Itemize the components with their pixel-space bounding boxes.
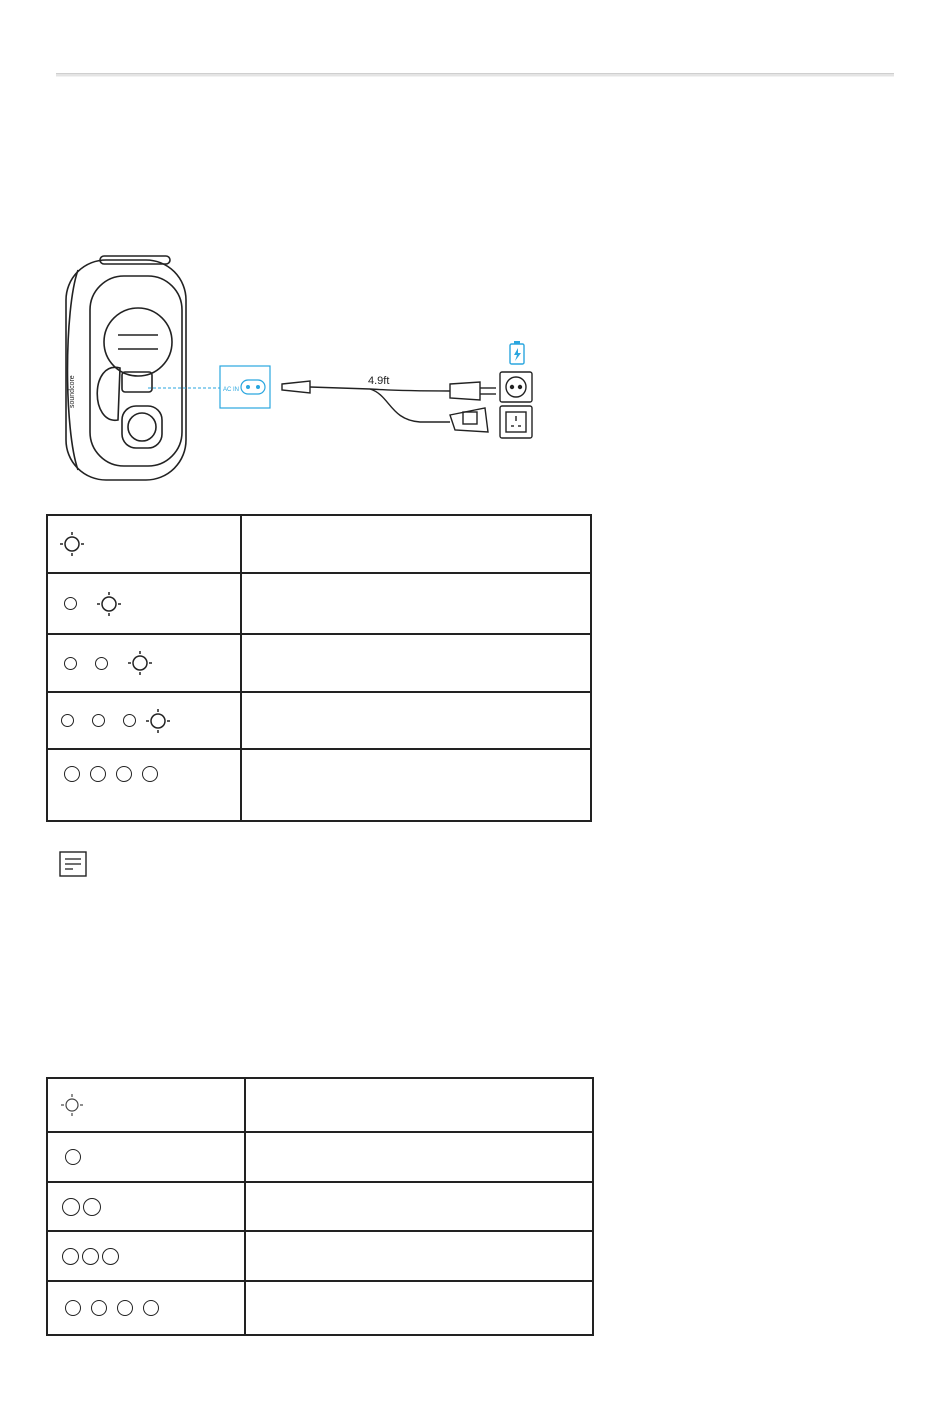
table-row: [47, 1078, 593, 1132]
solid-led-icon: [65, 1300, 81, 1316]
led-description: [241, 573, 591, 634]
solid-led-icon: [142, 766, 158, 782]
blinking-led-icon: [95, 590, 123, 618]
charging-led-table: [46, 514, 592, 822]
table-row: [47, 1132, 593, 1182]
led-indicator: [58, 1149, 244, 1165]
led-indicator: [58, 707, 240, 735]
table-row: [47, 749, 591, 821]
led-indicator-cell: [47, 749, 241, 821]
solid-led-icon: [143, 1300, 159, 1316]
led-description: [241, 634, 591, 692]
speaker-image: [66, 256, 186, 480]
table-row: [47, 1231, 593, 1281]
solid-led-icon: [64, 657, 77, 670]
cable-length-label: 4.9ft: [368, 375, 390, 387]
note-icon: [59, 851, 87, 877]
led-indicator-cell: [47, 573, 241, 634]
table-row: [47, 1281, 593, 1335]
led-indicator-cell: [47, 1231, 245, 1281]
solid-led-icon: [65, 1149, 81, 1165]
speaker-brand-text: soundcore: [69, 375, 76, 408]
solid-led-icon: [95, 657, 108, 670]
led-description: [245, 1281, 593, 1335]
led-indicator-cell: [47, 634, 241, 692]
solid-led-icon: [83, 1198, 101, 1216]
led-indicator-cell: [47, 1281, 245, 1335]
solid-led-icon: [123, 714, 136, 727]
led-indicator-cell: [47, 692, 241, 749]
led-description: [245, 1231, 593, 1281]
solid-led-icon: [64, 597, 77, 610]
led-description: [245, 1132, 593, 1182]
led-indicator: [58, 1248, 244, 1265]
charging-battery-icon: [510, 341, 524, 364]
led-indicator: [58, 1300, 244, 1316]
led-indicator-cell: [47, 1182, 245, 1231]
led-indicator: [58, 649, 240, 677]
header-divider: [56, 73, 894, 77]
blinking-led-icon: [144, 707, 172, 735]
led-description: [245, 1078, 593, 1132]
led-description: [241, 692, 591, 749]
battery-level-led-table: [46, 1077, 594, 1336]
table-row: [47, 515, 591, 573]
led-description: [241, 515, 591, 573]
solid-led-icon: [64, 766, 80, 782]
led-indicator-cell: [47, 1132, 245, 1182]
solid-led-icon: [102, 1248, 119, 1265]
led-indicator: [58, 766, 240, 782]
solid-led-icon: [62, 1248, 79, 1265]
solid-led-icon: [61, 714, 74, 727]
solid-led-icon: [117, 1300, 133, 1316]
led-indicator: [58, 530, 240, 558]
blinking-led-icon: [58, 1091, 86, 1119]
led-indicator-cell: [47, 515, 241, 573]
led-description: [241, 749, 591, 821]
solid-led-icon: [116, 766, 132, 782]
table-row: [47, 634, 591, 692]
solid-led-icon: [90, 766, 106, 782]
led-description: [245, 1182, 593, 1231]
blinking-led-icon: [58, 530, 86, 558]
solid-led-icon: [92, 714, 105, 727]
led-indicator: [58, 1091, 244, 1119]
led-indicator: [58, 1198, 244, 1216]
solid-led-icon: [62, 1198, 80, 1216]
solid-led-icon: [82, 1248, 99, 1265]
table-row: [47, 1182, 593, 1231]
led-indicator: [58, 590, 240, 618]
table-row: [47, 692, 591, 749]
table-row: [47, 573, 591, 634]
blinking-led-icon: [126, 649, 154, 677]
led-indicator-cell: [47, 1078, 245, 1132]
solid-led-icon: [91, 1300, 107, 1316]
ac-in-label: AC IN: [223, 387, 240, 393]
charging-illustration: [60, 250, 540, 485]
